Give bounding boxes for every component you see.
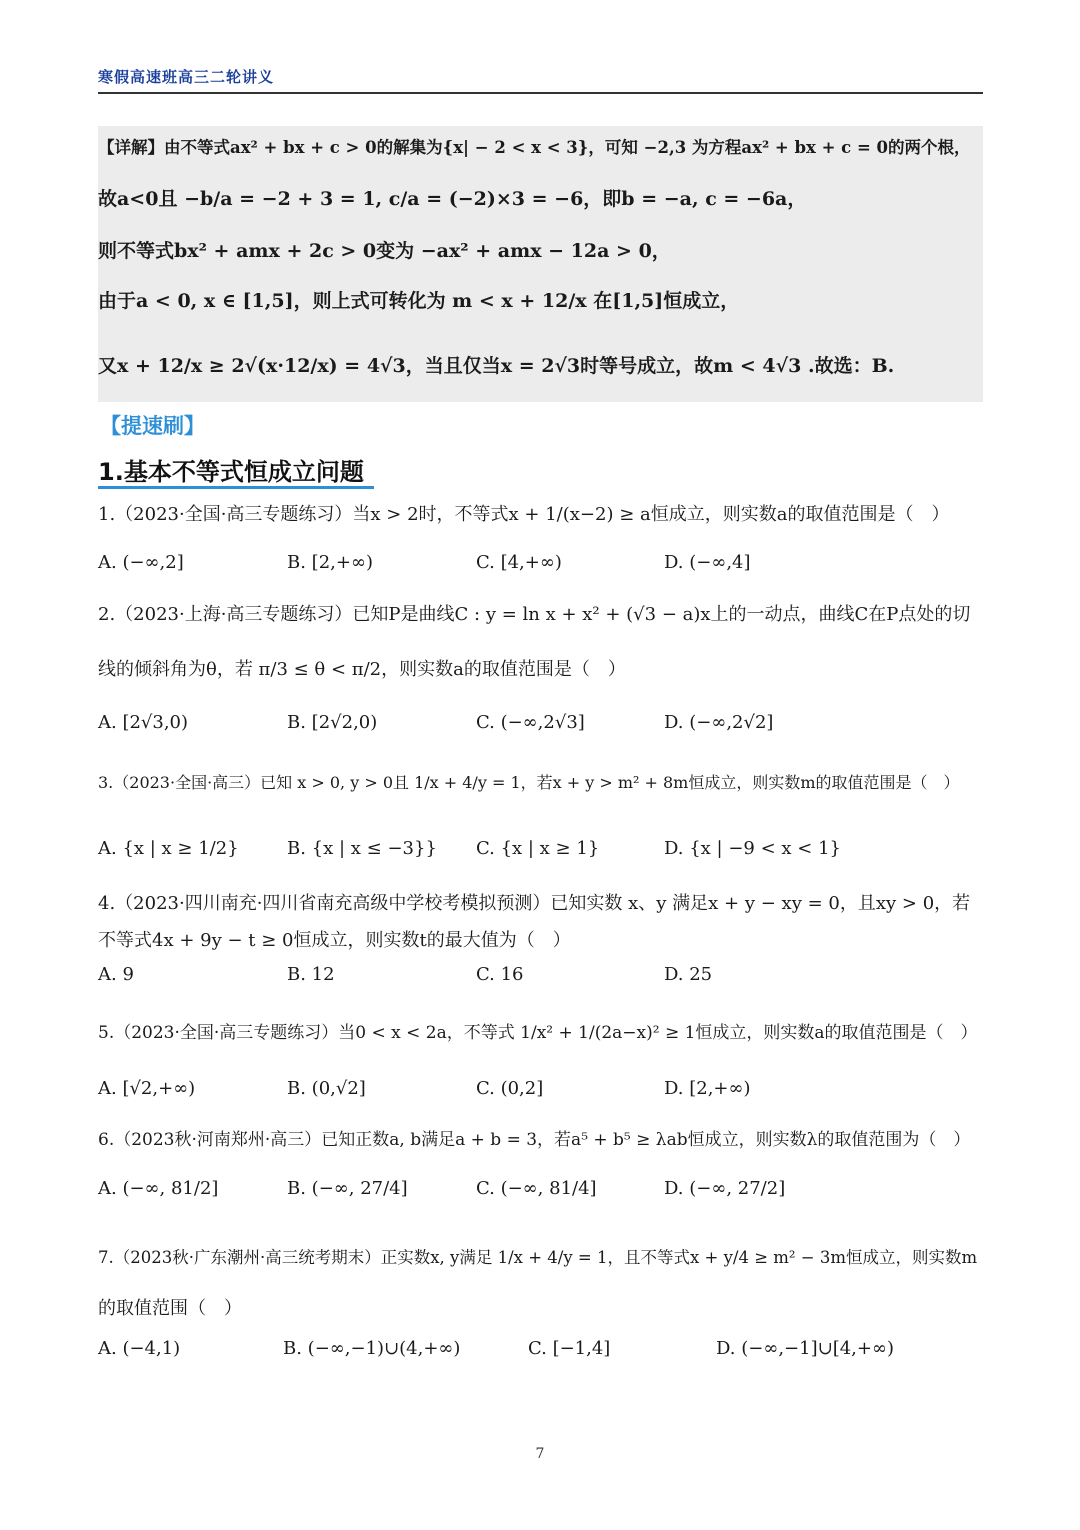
question-1-option-d: D. (−∞,4]: [664, 552, 751, 573]
question-1-option-b: B. [2,+∞): [287, 552, 373, 573]
question-2-option-d: D. (−∞,2√2]: [664, 712, 774, 733]
question-3-option-d: D. {x | −9 < x < 1}: [664, 838, 841, 859]
question-1-option-c: C. [4,+∞): [476, 552, 562, 573]
question-5-option-a: A. [√2,+∞): [98, 1078, 196, 1099]
page-number: 7: [535, 1446, 545, 1462]
question-2-option-b: B. [2√2,0): [287, 712, 378, 733]
question-4-option-c: C. 16: [476, 964, 524, 985]
page-header: [98, 62, 983, 94]
solution-line: 则不等式bx² + amx + 2c > 0变为 −ax² + amx − 12a > 0，: [98, 240, 671, 262]
question-5-option-d: D. [2,+∞): [664, 1078, 751, 1099]
question-3-text: 3.（2023·全国·高三）已知 x > 0, y > 0且 1/x + 4/y = 1，若x + y > m² + 8m恒成立，则实数m的取值范围是（ ）: [98, 773, 960, 792]
solution-line: 故a<0且 −b/a = −2 + 3 = 1, c/a = (−2)×3 = −6，即b = −a, c = −6a，: [98, 188, 807, 210]
question-1-option-a: A. (−∞,2]: [98, 552, 184, 573]
question-5-option-b: B. (0,√2]: [287, 1078, 366, 1099]
question-7-option-d: D. (−∞,−1]∪[4,+∞): [716, 1338, 894, 1359]
question-4-option-a: A. 9: [98, 964, 134, 985]
question-3-option-b: B. {x | x ≤ −3}}: [287, 838, 437, 859]
question-5-text: 5.（2023·全国·高三专题练习）当0 < x < 2a，不等式 1/x² + 1/(2a−x)² ≥ 1恒成立，则实数a的取值范围是（ ）: [98, 1023, 978, 1043]
question-4-option-d: D. 25: [664, 964, 713, 985]
question-2-text: 2.（2023·上海·高三专题练习）已知P是曲线C : y = ln x + x² + (√3 − a)x上的一动点，曲线C在P点处的切: [98, 604, 971, 625]
solution-line: 又x + 12/x ≥ 2√(x·12/x) = 4√3，当且仅当x = 2√3时等号成立，故m < 4√3 .故选：B.: [98, 355, 895, 377]
question-7-text: 7.（2023秋·广东潮州·高三统考期末）正实数x, y满足 1/x + 4/y = 1，且不等式x + y/4 ≥ m² − 3m恒成立，则实数m: [98, 1248, 978, 1267]
question-3-option-c: C. {x | x ≥ 1}: [476, 838, 600, 859]
question-7-option-b: B. (−∞,−1)∪(4,+∞): [283, 1338, 461, 1359]
question-1-text: 1.（2023·全国·高三专题练习）当x > 2时，不等式x + 1/(x−2) ≥ a恒成立，则实数a的取值范围是（ ）: [98, 504, 950, 525]
question-7-text: 的取值范围（ ）: [98, 1298, 242, 1319]
solution-line: 【详解】由不等式ax² + bx + c > 0的解集为{x| − 2 < x < 3}，可知 −2,3 为方程ax² + bx + c = 0的两个根，: [98, 138, 971, 157]
solution-box: [98, 126, 983, 402]
header-title: 寒假高速班高三二轮讲义: [98, 68, 275, 86]
question-7-option-a: A. (−4,1): [98, 1338, 181, 1359]
question-4-option-b: B. 12: [287, 964, 335, 985]
question-4-text: 不等式4x + 9y − t ≥ 0恒成立，则实数t的最大值为（ ）: [98, 930, 571, 951]
question-5-option-c: C. (0,2]: [476, 1078, 544, 1099]
section-underline: [98, 486, 374, 489]
section-heading: 1.基本不等式恒成立问题: [98, 458, 364, 486]
question-6-option-d: D. (−∞, 27/2]: [664, 1178, 786, 1199]
question-4-text: 4.（2023·四川南充·四川省南充高级中学校考模拟预测）已知实数 x、y 满足x + y − xy = 0，且xy > 0，若: [98, 893, 971, 914]
question-2-text: 线的倾斜角为θ，若 π/3 ≤ θ < π/2，则实数a的取值范围是（ ）: [98, 659, 626, 680]
question-6-option-c: C. (−∞, 81/4]: [476, 1178, 597, 1199]
question-6-text: 6.（2023秋·河南郑州·高三）已知正数a, b满足a + b = 3，若a⁵ + b⁵ ≥ λab恒成立，则实数λ的取值范围为（ ）: [98, 1130, 971, 1150]
question-2-option-a: A. [2√3,0): [98, 712, 189, 733]
question-7-option-c: C. [−1,4]: [528, 1338, 611, 1359]
solution-line: 由于a < 0, x ∈ [1,5]，则上式可转化为 m < x + 12/x 在[1,5]恒成立，: [98, 290, 740, 312]
question-2-option-c: C. (−∞,2√3]: [476, 712, 585, 733]
question-3-option-a: A. {x | x ≥ 1/2}: [98, 838, 239, 859]
section-tag: 【提速刷】: [100, 414, 205, 438]
question-6-option-b: B. (−∞, 27/4]: [287, 1178, 408, 1199]
question-6-option-a: A. (−∞, 81/2]: [98, 1178, 219, 1199]
